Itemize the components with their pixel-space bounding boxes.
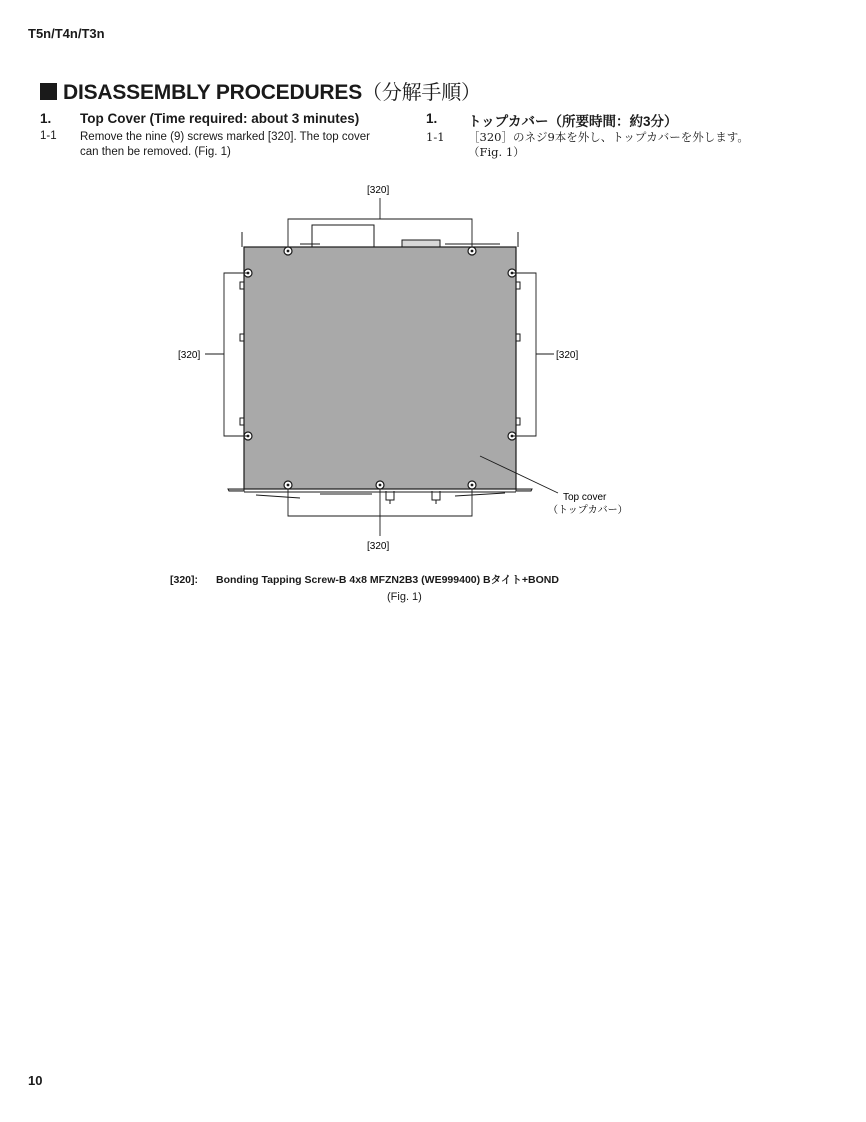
leader-bottom — [288, 489, 472, 536]
legend-ref: [320]: — [170, 574, 199, 586]
legend-text: Bonding Tapping Screw-B 4x8 MFZN2B3 (WE999400) Bタイト+BOND — [216, 574, 559, 586]
top-cover-plate — [244, 247, 516, 489]
leader-top — [288, 198, 472, 247]
leader-left — [205, 273, 248, 436]
substep-line-1-jp: ［320］のネジ9本を外し、トップカバーを外します。 — [468, 130, 749, 144]
rear-panel-detail — [242, 225, 518, 247]
substep-number-en: 1-1 — [40, 130, 57, 142]
figure-caption: (Fig. 1) — [387, 591, 422, 603]
callout-bottom: [320] — [367, 541, 390, 552]
part-label-jp: （トップカバー） — [548, 505, 628, 516]
substep-line-1: Remove the nine (9) screws marked [320]. The top cover — [80, 131, 370, 143]
substep-line-2: can then be removed. (Fig. 1) — [80, 146, 231, 158]
step-number-en: 1. — [40, 111, 52, 126]
step-title-en: Top Cover (Time required: about 3 minutes) — [80, 111, 360, 126]
callout-top: [320] — [367, 185, 390, 196]
parts-legend — [170, 572, 559, 587]
part-label-en: Top cover — [563, 492, 607, 503]
substep-line-2-jp: （Fig. 1） — [468, 145, 525, 159]
model-header: T5n/T4n/T3n — [28, 26, 105, 41]
section-title-jp: （分解手順） — [362, 80, 481, 104]
callout-left: [320] — [178, 350, 201, 361]
leader-right — [512, 273, 554, 436]
step-number-jp: 1. — [426, 111, 438, 126]
callout-right: [320] — [556, 350, 579, 361]
substep-number-jp: 1-1 — [426, 130, 445, 144]
step-title-jp: トップカバー（所要時間：約3分） — [468, 114, 678, 129]
section-title-text: DISASSEMBLY PROCEDURES — [63, 81, 363, 104]
page-number: 10 — [28, 1073, 43, 1088]
